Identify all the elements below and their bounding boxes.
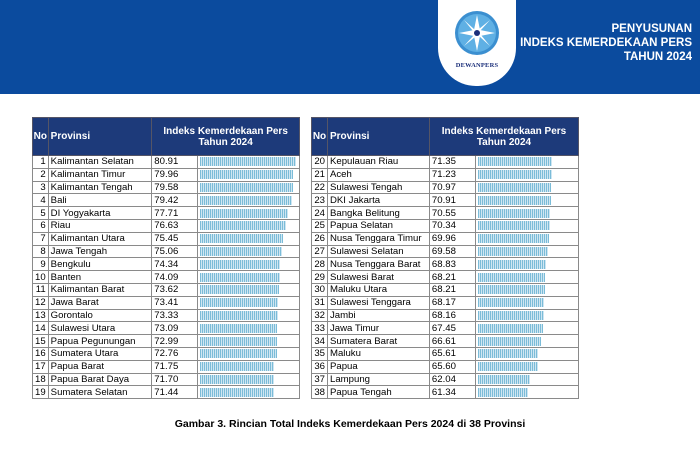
index-bar-cell (197, 386, 299, 399)
index-value: 68.21 (429, 283, 475, 296)
header-index-line1: Indeks Kemerdekaan Pers (441, 125, 567, 137)
index-value: 79.58 (152, 181, 198, 194)
province-name: Kalimantan Utara (48, 232, 152, 245)
index-bar (478, 311, 545, 320)
index-value: 71.70 (152, 373, 198, 386)
index-value: 73.41 (152, 296, 198, 309)
index-bar-cell (475, 283, 578, 296)
index-bar (200, 196, 292, 205)
left-index-table (32, 117, 300, 399)
index-value: 70.97 (429, 181, 475, 194)
header-banner (0, 0, 700, 94)
index-bar-cell (197, 232, 299, 245)
province-name: Jambi (327, 309, 429, 322)
table-row (33, 283, 300, 296)
header-province: Provinsi (48, 118, 152, 156)
index-value: 70.91 (429, 194, 475, 207)
table-row (312, 296, 579, 309)
province-name: Kalimantan Timur (48, 168, 152, 181)
province-name: Sulawesi Tenggara (327, 296, 429, 309)
index-value: 68.17 (429, 296, 475, 309)
row-number: 6 (33, 219, 49, 232)
table-row (312, 322, 579, 335)
right-table-body (312, 156, 579, 399)
index-value: 74.34 (152, 258, 198, 271)
province-name: Sulawesi Tengah (327, 181, 429, 194)
index-value: 69.58 (429, 245, 475, 258)
index-bar-cell (475, 296, 578, 309)
row-number: 7 (33, 232, 49, 245)
index-bar-cell (475, 245, 578, 258)
index-bar-cell (197, 245, 299, 258)
table-row (312, 347, 579, 360)
index-bar (200, 247, 282, 256)
row-number: 17 (33, 360, 49, 373)
index-value: 72.76 (152, 347, 198, 360)
index-bar-cell (197, 283, 299, 296)
row-number: 27 (312, 245, 328, 258)
index-value: 71.75 (152, 360, 198, 373)
row-number: 10 (33, 271, 49, 284)
index-bar (478, 209, 550, 218)
index-bar-cell (475, 219, 578, 232)
province-name: Kalimantan Selatan (48, 156, 152, 169)
table-row (312, 219, 579, 232)
row-number: 32 (312, 309, 328, 322)
index-bar-cell (475, 373, 578, 386)
table-row (312, 181, 579, 194)
row-number: 15 (33, 335, 49, 348)
title-line-2: INDEKS KEMERDEKAAN PERS (520, 37, 692, 49)
header-province: Provinsi (327, 118, 429, 156)
index-value: 74.09 (152, 271, 198, 284)
row-number: 34 (312, 335, 328, 348)
index-value: 70.34 (429, 219, 475, 232)
header-no: No (33, 118, 49, 156)
province-name: Aceh (327, 168, 429, 181)
table-row (312, 360, 579, 373)
index-bar (200, 298, 278, 307)
table-row (33, 360, 300, 373)
table-row (312, 245, 579, 258)
row-number: 19 (33, 386, 49, 399)
province-name: Bengkulu (48, 258, 152, 271)
province-name: Sulawesi Selatan (327, 245, 429, 258)
index-bar (478, 196, 551, 205)
index-value: 73.33 (152, 309, 198, 322)
index-bar-cell (197, 168, 299, 181)
index-bar-cell (475, 258, 578, 271)
table-row (33, 347, 300, 360)
index-value: 70.55 (429, 207, 475, 220)
province-name: Papua Barat (48, 360, 152, 373)
index-bar (478, 324, 543, 333)
index-value: 72.99 (152, 335, 198, 348)
row-number: 37 (312, 373, 328, 386)
index-bar-cell (475, 347, 578, 360)
index-value: 71.23 (429, 168, 475, 181)
province-name: Sumatera Selatan (48, 386, 152, 399)
left-table-body (33, 156, 300, 399)
row-number: 24 (312, 207, 328, 220)
province-name: Kepulauan Riau (327, 156, 429, 169)
index-value: 68.21 (429, 271, 475, 284)
row-number: 36 (312, 360, 328, 373)
row-number: 1 (33, 156, 49, 169)
province-name: Sumatera Barat (327, 335, 429, 348)
index-bar (200, 362, 274, 371)
province-name: Nusa Tenggara Timur (327, 232, 429, 245)
header-index (429, 118, 578, 156)
index-bar-cell (475, 156, 578, 169)
row-number: 26 (312, 232, 328, 245)
province-name: Nusa Tenggara Barat (327, 258, 429, 271)
index-value: 62.04 (429, 373, 475, 386)
table-row (33, 207, 300, 220)
header-index-line1: Indeks Kemerdekaan Pers (163, 125, 288, 137)
table-row (33, 335, 300, 348)
index-bar-cell (197, 271, 299, 284)
table-row (33, 296, 300, 309)
index-bar-cell (197, 322, 299, 335)
province-name: Maluku Utara (327, 283, 429, 296)
index-bar (478, 183, 551, 192)
index-bar-cell (197, 156, 299, 169)
table-row (312, 258, 579, 271)
index-bar-cell (475, 335, 578, 348)
index-bar (200, 324, 277, 333)
table-row (312, 271, 579, 284)
index-bar-cell (197, 309, 299, 322)
table-row (33, 245, 300, 258)
index-value: 65.60 (429, 360, 475, 373)
index-bar (478, 362, 539, 371)
index-bar (200, 337, 277, 346)
province-name: Sumatera Utara (48, 347, 152, 360)
table-row (312, 207, 579, 220)
table-header-row (312, 118, 579, 156)
index-bar (200, 209, 288, 218)
index-bar (478, 260, 546, 269)
row-number: 14 (33, 322, 49, 335)
province-name: Gorontalo (48, 309, 152, 322)
province-name: Bali (48, 194, 152, 207)
header-no: No (312, 118, 328, 156)
index-bar-cell (475, 309, 578, 322)
province-name: Papua Barat Daya (48, 373, 152, 386)
index-bar-cell (197, 373, 299, 386)
index-value: 67.45 (429, 322, 475, 335)
row-number: 30 (312, 283, 328, 296)
index-bar (478, 337, 541, 346)
index-bar-cell (475, 194, 578, 207)
table-row (33, 258, 300, 271)
table-row (312, 309, 579, 322)
index-value: 71.44 (152, 386, 198, 399)
table-row (312, 168, 579, 181)
index-value: 79.96 (152, 168, 198, 181)
table-row (312, 283, 579, 296)
table-header-row (33, 118, 300, 156)
index-bar (478, 285, 545, 294)
province-name: Bangka Belitung (327, 207, 429, 220)
row-number: 28 (312, 258, 328, 271)
row-number: 4 (33, 194, 49, 207)
table-row (33, 194, 300, 207)
index-bar-cell (475, 181, 578, 194)
province-name: Kalimantan Barat (48, 283, 152, 296)
index-bar (478, 247, 548, 256)
index-value: 77.71 (152, 207, 198, 220)
table-row (312, 156, 579, 169)
index-bar-cell (197, 219, 299, 232)
row-number: 2 (33, 168, 49, 181)
table-row (312, 194, 579, 207)
header-index-line2: Tahun 2024 (476, 136, 532, 148)
figure-caption: Gambar 3. Rincian Total Indeks Kemerdekaan Pers 2024 di 38 Provinsi (174, 418, 526, 430)
province-name: Sulawesi Utara (48, 322, 152, 335)
title-line-1: PENYUSUNAN (611, 23, 692, 35)
index-value: 61.34 (429, 386, 475, 399)
row-number: 29 (312, 271, 328, 284)
index-bar-cell (197, 194, 299, 207)
index-value: 75.06 (152, 245, 198, 258)
index-bar (200, 311, 278, 320)
index-value: 66.61 (429, 335, 475, 348)
index-bar-cell (475, 207, 578, 220)
index-bar-cell (475, 271, 578, 284)
index-value: 68.83 (429, 258, 475, 271)
index-value: 65.61 (429, 347, 475, 360)
index-value: 73.62 (152, 283, 198, 296)
province-name: Papua (327, 360, 429, 373)
index-bar (478, 273, 545, 282)
index-value: 76.63 (152, 219, 198, 232)
index-bar (478, 170, 552, 179)
table-row (312, 232, 579, 245)
row-number: 31 (312, 296, 328, 309)
index-value: 80.91 (152, 156, 198, 169)
index-bar-cell (197, 207, 299, 220)
index-value: 71.35 (429, 156, 475, 169)
header-index (152, 118, 300, 156)
table-row (33, 219, 300, 232)
row-number: 8 (33, 245, 49, 258)
row-number: 9 (33, 258, 49, 271)
index-bar-cell (475, 360, 578, 373)
index-bar (200, 388, 274, 397)
province-name: Papua Selatan (327, 219, 429, 232)
index-bar-cell (475, 168, 578, 181)
index-bar-cell (475, 322, 578, 335)
index-bar-cell (197, 347, 299, 360)
index-bar-cell (475, 386, 578, 399)
table-row (33, 309, 300, 322)
index-bar (478, 298, 545, 307)
right-index-table (311, 117, 579, 399)
index-bar (200, 375, 274, 384)
province-name: Riau (48, 219, 152, 232)
index-value: 75.45 (152, 232, 198, 245)
index-bar-cell (197, 296, 299, 309)
index-value: 73.09 (152, 322, 198, 335)
row-number: 35 (312, 347, 328, 360)
index-bar (478, 388, 528, 397)
index-bar (478, 349, 539, 358)
table-row (312, 373, 579, 386)
compass-star-icon (438, 0, 516, 62)
logo-text: DEWANPERS (455, 62, 499, 69)
index-value: 68.16 (429, 309, 475, 322)
index-bar-cell (475, 232, 578, 245)
table-row (33, 271, 300, 284)
table-row (33, 181, 300, 194)
table-row (312, 386, 579, 399)
index-bar (478, 221, 550, 230)
index-bar-cell (197, 181, 299, 194)
index-bar-cell (197, 360, 299, 373)
province-name: Kalimantan Tengah (48, 181, 152, 194)
province-name: Papua Tengah (327, 386, 429, 399)
index-bar (200, 260, 280, 269)
province-name: Sulawesi Barat (327, 271, 429, 284)
dewan-pers-logo (438, 0, 516, 86)
header-index-line2: Tahun 2024 (198, 136, 253, 148)
row-number: 20 (312, 156, 328, 169)
table-row (33, 386, 300, 399)
province-name: DI Yogyakarta (48, 207, 152, 220)
row-number: 21 (312, 168, 328, 181)
row-number: 18 (33, 373, 49, 386)
page-title (520, 22, 692, 64)
row-number: 25 (312, 219, 328, 232)
index-bar (478, 375, 530, 384)
index-value: 69.96 (429, 232, 475, 245)
row-number: 11 (33, 283, 49, 296)
row-number: 12 (33, 296, 49, 309)
row-number: 33 (312, 322, 328, 335)
table-row (33, 322, 300, 335)
province-name: Papua Pegunungan (48, 335, 152, 348)
province-name: Jawa Tengah (48, 245, 152, 258)
table-row (33, 168, 300, 181)
index-bar (200, 349, 277, 358)
row-number: 23 (312, 194, 328, 207)
index-bar (200, 183, 293, 192)
index-bar (200, 170, 293, 179)
index-value: 79.42 (152, 194, 198, 207)
title-line-3: TAHUN 2024 (623, 51, 692, 63)
table-row (33, 232, 300, 245)
row-number: 13 (33, 309, 49, 322)
index-bar (478, 234, 549, 243)
province-name: Banten (48, 271, 152, 284)
province-name: DKI Jakarta (327, 194, 429, 207)
index-bar (200, 285, 279, 294)
table-row (33, 156, 300, 169)
index-bar (200, 221, 286, 230)
row-number: 3 (33, 181, 49, 194)
table-row (33, 373, 300, 386)
province-name: Lampung (327, 373, 429, 386)
index-bar (200, 234, 283, 243)
index-bar (200, 273, 280, 282)
province-name: Maluku (327, 347, 429, 360)
index-bar (478, 157, 552, 166)
index-bar-cell (197, 258, 299, 271)
province-name: Jawa Timur (327, 322, 429, 335)
table-row (312, 335, 579, 348)
row-number: 16 (33, 347, 49, 360)
index-bar-cell (197, 335, 299, 348)
row-number: 22 (312, 181, 328, 194)
row-number: 5 (33, 207, 49, 220)
province-name: Jawa Barat (48, 296, 152, 309)
row-number: 38 (312, 386, 328, 399)
index-bar (200, 157, 296, 166)
